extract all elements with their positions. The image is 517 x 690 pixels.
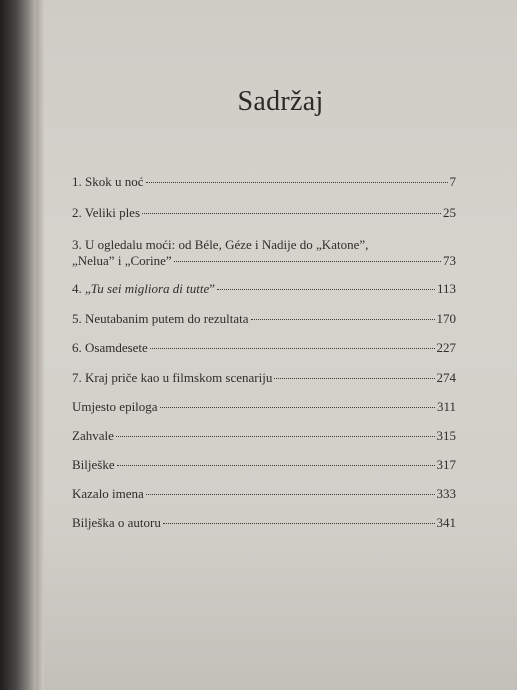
toc-entry-11 bbox=[72, 486, 456, 502]
toc-entry-label bbox=[72, 281, 215, 297]
dot-leader bbox=[116, 436, 435, 437]
toc-entry-label: 6. Osamdesete bbox=[72, 340, 148, 355]
toc-page-number: 113 bbox=[436, 281, 456, 296]
toc-entry-7 bbox=[72, 370, 456, 386]
toc-entry-3-line1: 3. U ogledalu moći: od Béle, Géze i Nadije do „Katone”, bbox=[72, 237, 369, 252]
toc-page-number: 7 bbox=[449, 174, 456, 189]
toc-page-number: 315 bbox=[436, 428, 456, 443]
toc-entry-3 bbox=[72, 253, 456, 269]
toc-entry-10 bbox=[72, 457, 456, 473]
dot-leader bbox=[146, 494, 435, 495]
toc-page-number: 311 bbox=[436, 399, 456, 414]
toc-entry-label: Kazalo imena bbox=[72, 486, 144, 501]
dot-leader bbox=[163, 523, 435, 524]
toc-entry-1 bbox=[72, 174, 456, 190]
label-suffix: ” bbox=[209, 281, 216, 296]
toc-entry-9 bbox=[72, 428, 456, 444]
dot-leader bbox=[146, 182, 448, 183]
toc-page-number: 341 bbox=[436, 515, 456, 530]
dot-leader bbox=[150, 348, 435, 349]
dot-leader bbox=[142, 213, 441, 214]
book-page bbox=[44, 0, 517, 690]
toc-entry-4 bbox=[72, 281, 456, 297]
toc-page-number: 227 bbox=[436, 340, 456, 355]
toc-page-number: 333 bbox=[436, 486, 456, 501]
toc-entry-2 bbox=[72, 205, 456, 221]
toc-entry-label: 7. Kraj priče kao u filmskom scenariju bbox=[72, 370, 273, 385]
toc-page-number: 25 bbox=[443, 205, 456, 220]
dot-leader bbox=[251, 319, 435, 320]
dot-leader bbox=[160, 407, 435, 408]
toc-page-number: 73 bbox=[443, 253, 456, 268]
page-edge bbox=[36, 0, 44, 690]
dot-leader bbox=[274, 378, 434, 379]
page-title: Sadržaj bbox=[237, 86, 324, 117]
toc-page-number: 170 bbox=[436, 311, 456, 326]
toc-entry-label: 5. Neutabanim putem do rezultata bbox=[72, 311, 249, 326]
toc-entry-8 bbox=[72, 399, 456, 415]
dot-leader bbox=[174, 261, 441, 262]
dot-leader bbox=[217, 289, 435, 290]
dot-leader bbox=[117, 465, 435, 466]
toc-entry-label: 2. Veliki ples bbox=[72, 205, 141, 220]
toc-entry-label: 1. Skok u noć bbox=[72, 174, 144, 189]
toc-entry-6 bbox=[72, 340, 456, 356]
toc-entry-label: Bilješke bbox=[72, 457, 115, 472]
toc-entry-12 bbox=[72, 515, 456, 531]
toc-entry-label: Bilješka o autoru bbox=[72, 515, 161, 530]
label-prefix: 4. „ bbox=[72, 281, 91, 296]
toc-entry-label: Umjesto epiloga bbox=[72, 399, 158, 414]
toc-entry-5 bbox=[72, 311, 456, 327]
label-italic: Tu sei migliora di tutte bbox=[90, 281, 210, 296]
toc-entry-label: „Nelua” i „Corine” bbox=[72, 253, 172, 268]
book-spine-shadow bbox=[0, 0, 36, 690]
toc-page-number: 274 bbox=[436, 370, 456, 385]
toc-entry-label: Zahvale bbox=[72, 428, 114, 443]
toc-page-number: 317 bbox=[436, 457, 456, 472]
